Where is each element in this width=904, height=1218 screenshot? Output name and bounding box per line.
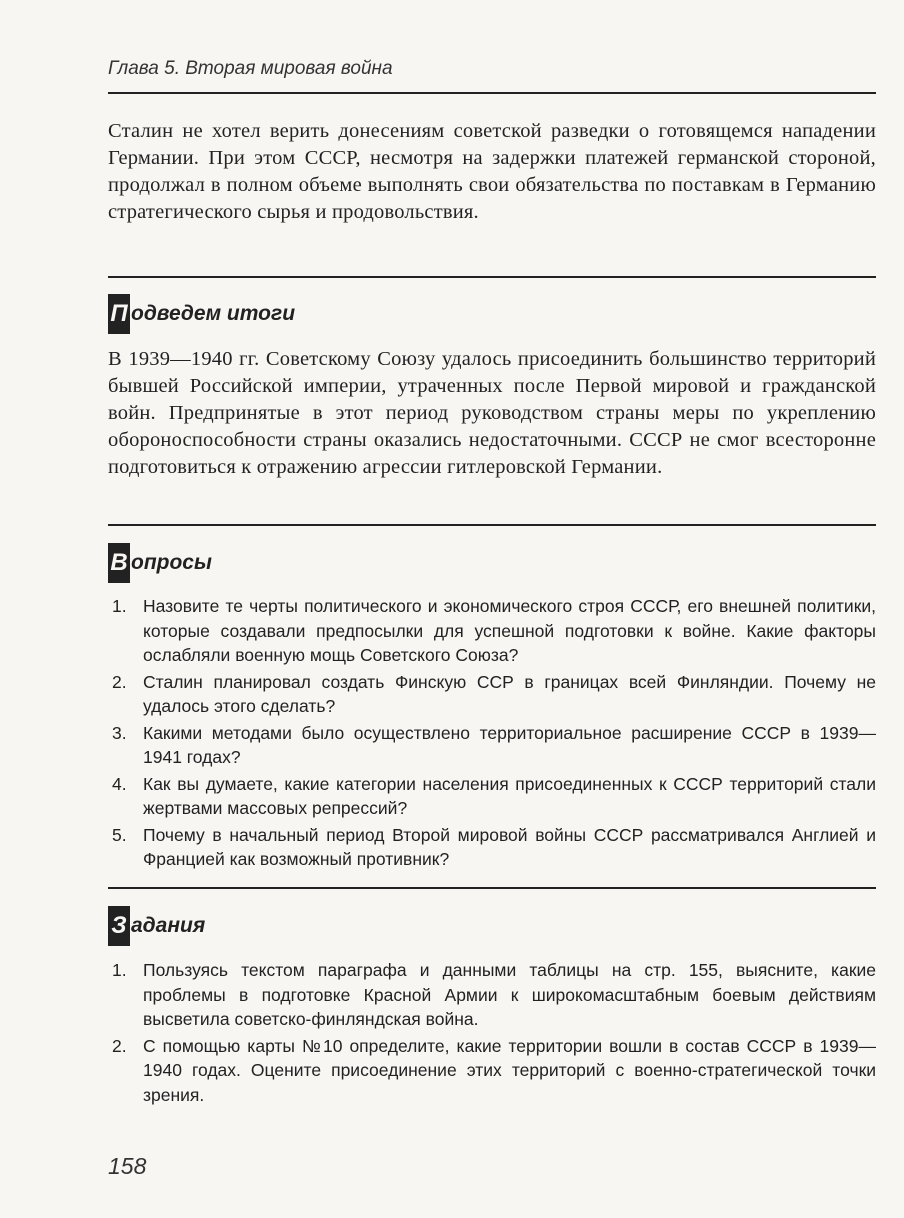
tasks-heading-text: адания xyxy=(131,914,206,937)
question-text: Какими методами было осуществлено территориальное расширение СССР в 1939—1941 годах? xyxy=(143,722,876,767)
question-text: Как вы думаете, какие категории населения присоединенных к СССР территорий стали жертвами массовых репрессий? xyxy=(143,773,876,818)
questions-heading-text: опросы xyxy=(131,551,212,574)
question-item xyxy=(108,670,876,719)
question-text: Сталин планировал создать Финскую ССР в границах всей Финляндии. Почему не удалось этого сделать? xyxy=(143,671,876,716)
questions-heading xyxy=(108,543,212,583)
tasks-list xyxy=(108,958,876,1109)
summary-heading-initial: П xyxy=(108,294,130,334)
summary-heading xyxy=(108,294,295,334)
question-text: Почему в начальный период Второй мировой войны СССР рассматривался Англией и Францией как возможный противник? xyxy=(143,824,876,869)
questions-rule xyxy=(108,524,876,526)
question-number: 2. xyxy=(112,671,127,692)
task-item xyxy=(108,958,876,1032)
question-number: 3. xyxy=(112,722,127,743)
task-number: 2. xyxy=(112,1035,127,1056)
tasks-heading xyxy=(108,906,205,946)
question-number: 1. xyxy=(112,596,127,616)
header-rule xyxy=(108,92,876,94)
summary-heading-text: одведем итоги xyxy=(131,302,296,325)
question-number: 4. xyxy=(112,773,127,794)
question-item xyxy=(108,594,876,668)
questions-list xyxy=(108,594,876,874)
question-text: Назовите те черты политического и экономического строя СССР, его внешней политики, которые создавали предпосылки для успешной подготовки к войне. Какие факторы ослабляли военную мощь Советского Союза? xyxy=(143,596,876,665)
task-number: 1. xyxy=(112,960,127,980)
summary-paragraph: В 1939—1940 гг. Советскому Союзу удалось присоединить большинство территорий бывшей Российской империи, утраченных после Первой мировой и гражданской войн. Предпринятые в этот период руководством страны меры по укреплению обороноспособности страны оказались недостаточными. СССР не смог всесторонне подготовиться к отражению агрессии гитлеровской Германии. xyxy=(108,348,876,478)
question-item xyxy=(108,772,876,821)
chapter-header: Глава 5. Вторая мировая война xyxy=(108,58,393,79)
page-number: 158 xyxy=(108,1153,147,1179)
question-item xyxy=(108,823,876,872)
task-text: С помощью карты №10 определите, какие территории вошли в состав СССР в 1939—1940 годах. Оцените присоединение этих территорий с военно-стратегической точки зрения. xyxy=(143,1035,876,1105)
intro-paragraph: Сталин не хотел верить донесениям советской разведки о готовящемся нападении Германии. При этом СССР, несмотря на задержки платежей германской стороной, продолжал в полном объеме выполнять свои обязательства по поставкам в Германию стратегического сырья и продовольствия. xyxy=(108,120,876,223)
summary-rule xyxy=(108,276,876,278)
tasks-heading-initial: З xyxy=(108,906,130,946)
task-text: Пользуясь текстом параграфа и данными таблицы на стр. 155, выясните, какие проблемы в подготовке Красной Армии к широкомасштабным боевым действиям высветила советско-финляндская война. xyxy=(143,960,876,1029)
questions-heading-initial: В xyxy=(108,543,130,583)
question-number: 5. xyxy=(112,824,127,845)
tasks-rule xyxy=(108,887,876,889)
question-item xyxy=(108,721,876,770)
task-item xyxy=(108,1034,876,1108)
